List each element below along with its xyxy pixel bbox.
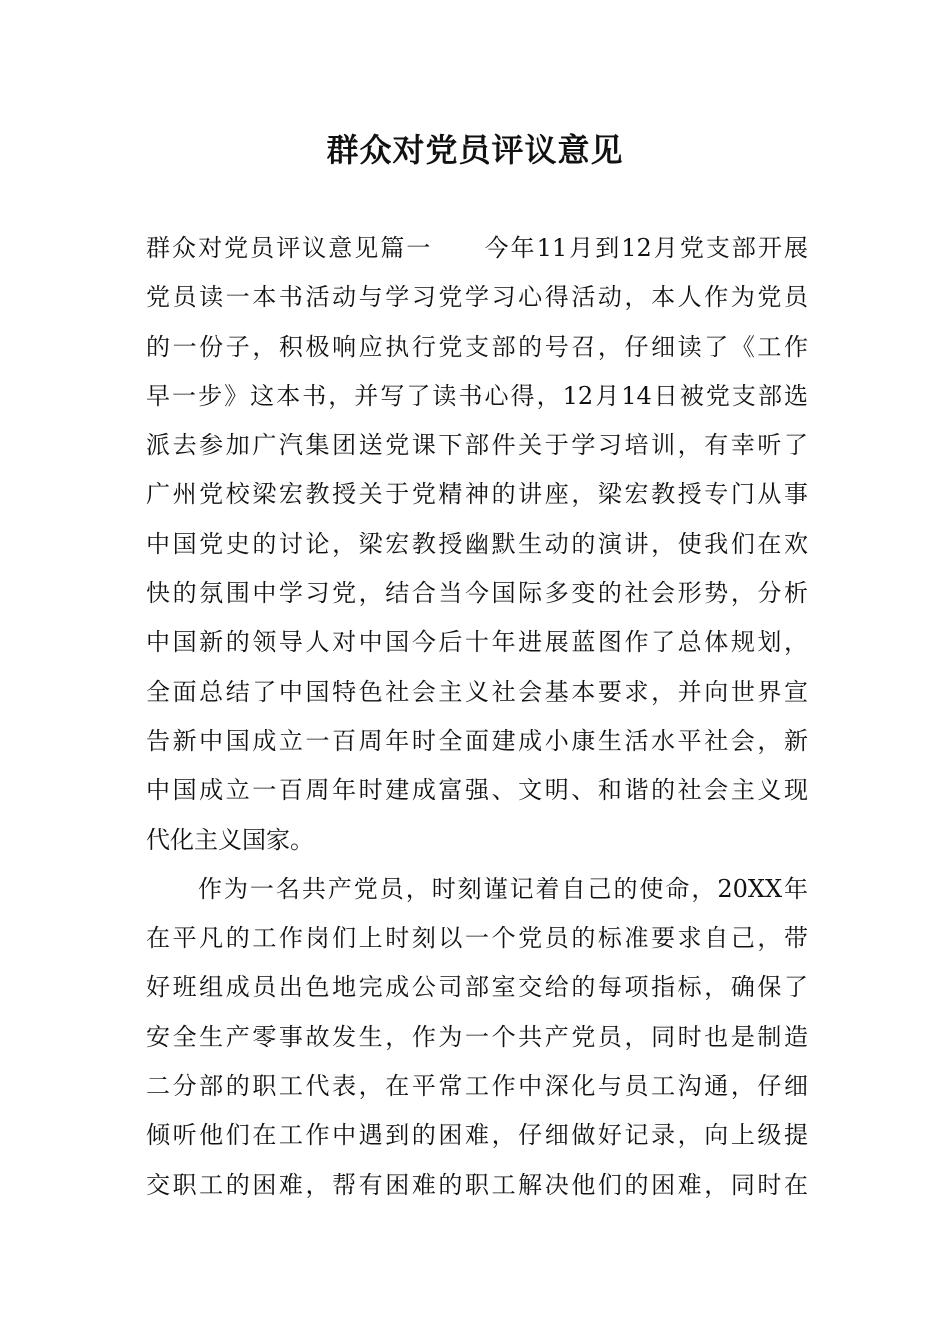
body-line: 安全生产零事故发生，作为一个共产党员，同时也是制造 xyxy=(146,1022,808,1051)
body-line: 在平凡的工作岗们上时刻以一个党员的标准要求自己，带 xyxy=(146,924,808,953)
body-line: 快的氛围中学习党，结合当今国际多变的社会形势，分析 xyxy=(146,579,808,608)
body-line: 广州党校梁宏教授关于党精神的讲座，梁宏教授专门从事 xyxy=(146,480,808,509)
paragraph-end-line: 代化主义国家。 xyxy=(146,825,314,854)
paragraph-first-line: 作为一名共产党员，时刻谨记着自己的使命，20XX年 xyxy=(198,874,808,903)
body-line: 全面总结了中国特色社会主义社会基本要求，并向世界宣 xyxy=(146,677,808,706)
body-line: 告新中国成立一百周年时全面建成小康生活水平社会，新 xyxy=(146,726,808,755)
body-line: 中国新的领导人对中国今后十年进展蓝图作了总体规划， xyxy=(146,628,808,657)
body-line: 早一步》这本书，并写了读书心得，12月14日被党支部选 xyxy=(146,381,808,410)
body-line: 倾听他们在工作中遇到的困难，仔细做好记录，向上级提 xyxy=(146,1121,808,1150)
body-line: 群众对党员评议意见篇一 今年11月到12月党支部开展 xyxy=(146,234,808,262)
body-line: 中国成立一百周年时建成富强、文明、和谐的社会主义现 xyxy=(146,776,808,805)
body-line: 二分部的职工代表，在平常工作中深化与员工沟通，仔细 xyxy=(146,1072,808,1101)
body-line: 派去参加广汽集团送党课下部件关于学习培训，有幸听了 xyxy=(146,431,808,460)
body-line: 的一份子，积极响应执行党支部的号召，仔细读了《工作 xyxy=(146,332,808,361)
body-line: 中国党史的讨论，梁宏教授幽默生动的演讲，使我们在欢 xyxy=(146,529,808,558)
body-line: 党员读一本书活动与学习党学习心得活动，本人作为党员 xyxy=(146,283,808,312)
body-line: 好班组成员出色地完成公司部室交给的每项指标，确保了 xyxy=(146,973,808,1002)
document-body xyxy=(146,224,808,1210)
body-line: 交职工的困难，帮有困难的职工解决他们的困难，同时在 xyxy=(146,1170,808,1199)
document-title: 群众对党员评议意见 xyxy=(326,131,624,169)
